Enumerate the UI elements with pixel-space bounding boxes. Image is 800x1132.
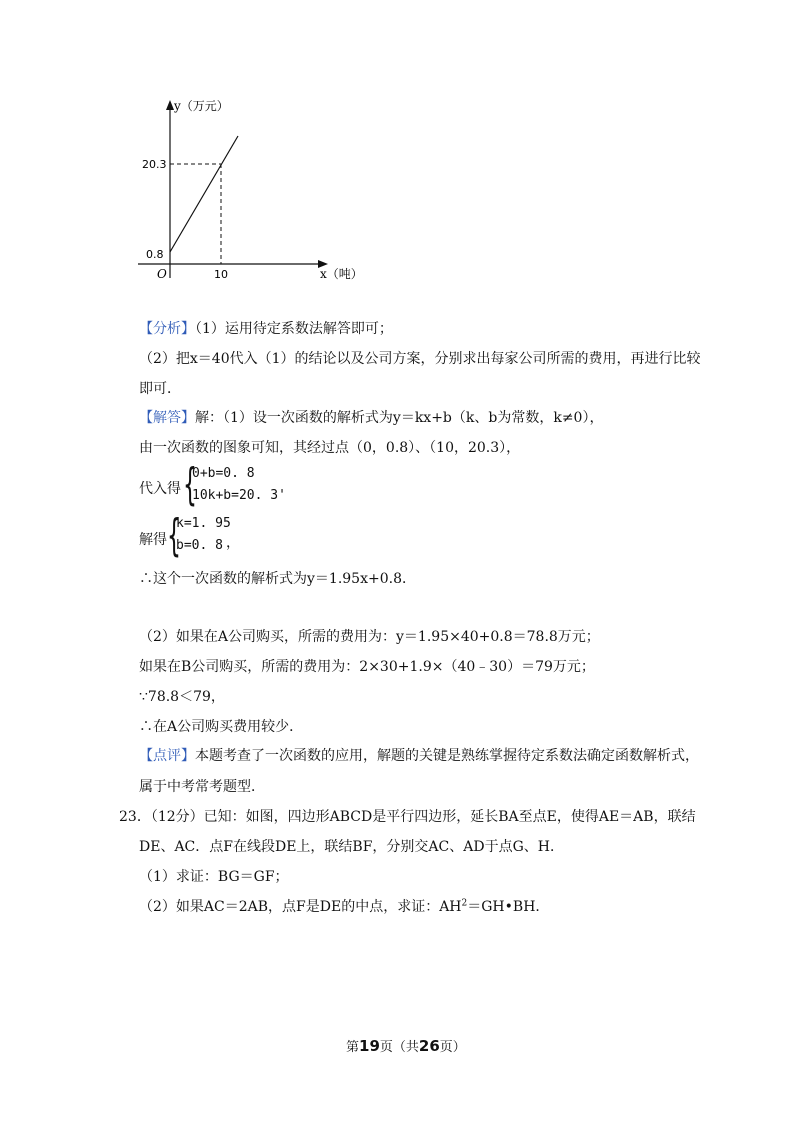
solution-line-7: ∴在A公司购买费用较少． (139, 719, 304, 735)
comment-line-1 (139, 745, 699, 765)
footer-post: 页） (439, 1040, 466, 1055)
problem-23-line-2: DE、AC．点F在线段DE上，联结BF，分别交AC、AD于点G、H． (139, 839, 564, 855)
y-tick-bottom: 0.8 (146, 248, 164, 261)
comment-tag: 【点评】 (139, 748, 195, 764)
brace-2: { (167, 510, 181, 561)
solution-line-6: ∵78.8＜79， (139, 689, 225, 705)
y-tick-top: 20.3 (142, 158, 167, 171)
solution-text-1: 解：（1）设一次函数的解析式为y＝kx+b（k、b为常数，k≠0）， (195, 410, 604, 426)
equation-1b: 10k+b=20. 3' (192, 488, 286, 503)
solution-line-3: ∴这个一次函数的解析式为y＝1.95x+0.8． (139, 571, 416, 587)
brace-1: { (183, 459, 197, 510)
footer-page-number: 19 (359, 1037, 380, 1055)
analysis-line-1 (139, 318, 393, 338)
footer-mid: 页（共 (379, 1040, 419, 1055)
y-axis-label: y（万元） (174, 99, 229, 113)
problem-23-q2-post: ＝GH•BH． (467, 899, 550, 915)
y-axis-arrow (166, 100, 174, 110)
page-footer (346, 1036, 466, 1055)
origin-label: O (157, 267, 167, 281)
solution-line-4: （2）如果在A公司购买，所需的费用为：y＝1.95×40+0.8＝78.8万元； (139, 629, 600, 645)
x-tick: 10 (214, 268, 228, 281)
equation-2a: k=1. 95 (176, 516, 231, 531)
problem-23-line-1: 23．（12分）已知：如图，四边形ABCD是平行四边形，延长BA至点E，使得AE＝AB，联结 (119, 809, 696, 825)
equation-2b: b=0. 8 (176, 538, 223, 553)
solution-line-5: 如果在B公司购买，所需的费用为：2×30+1.9×（40﹣30）＝79万元； (139, 659, 595, 675)
problem-23-q2-sup: 2 (461, 898, 468, 909)
footer-total-pages: 26 (418, 1037, 440, 1055)
comment-text-1: 本题考查了一次函数的应用，解题的关键是熟练掌握待定系数法确定函数解析式， (195, 748, 699, 764)
footer-pre: 第 (346, 1040, 360, 1055)
solve-label: 解得 (139, 532, 167, 548)
problem-23-q2 (139, 896, 549, 916)
analysis-line-2: （2）把x＝40代入（1）的结论以及公司方案，分别求出每家公司所需的费用，再进行比较 (139, 351, 701, 367)
analysis-tag: 【分析】 (139, 321, 195, 337)
substitute-label: 代入得 (139, 481, 181, 497)
problem-23-q2-pre: （2）如果AC＝2AB，点F是DE的中点，求证：AH (139, 899, 462, 915)
x-axis-label: x（吨） (320, 267, 363, 281)
function-line (170, 136, 238, 252)
analysis-text-1: （1）运用待定系数法解答即可； (195, 321, 393, 337)
solution-tag: 【解答】 (139, 410, 195, 426)
solution-line-1 (139, 407, 603, 427)
solution-line-2: 由一次函数的图象可知，其经过点（0，0.8）、（10，20.3）， (139, 440, 521, 456)
equation-1a: 0+b=0. 8 (192, 466, 255, 481)
comment-line-2: 属于中考常考题型． (139, 779, 265, 795)
equation-2-tail: ， (226, 535, 240, 551)
problem-23-q1: （1）求证：BG＝GF； (139, 869, 289, 885)
function-graph (130, 92, 370, 292)
analysis-line-3: 即可． (139, 381, 181, 397)
